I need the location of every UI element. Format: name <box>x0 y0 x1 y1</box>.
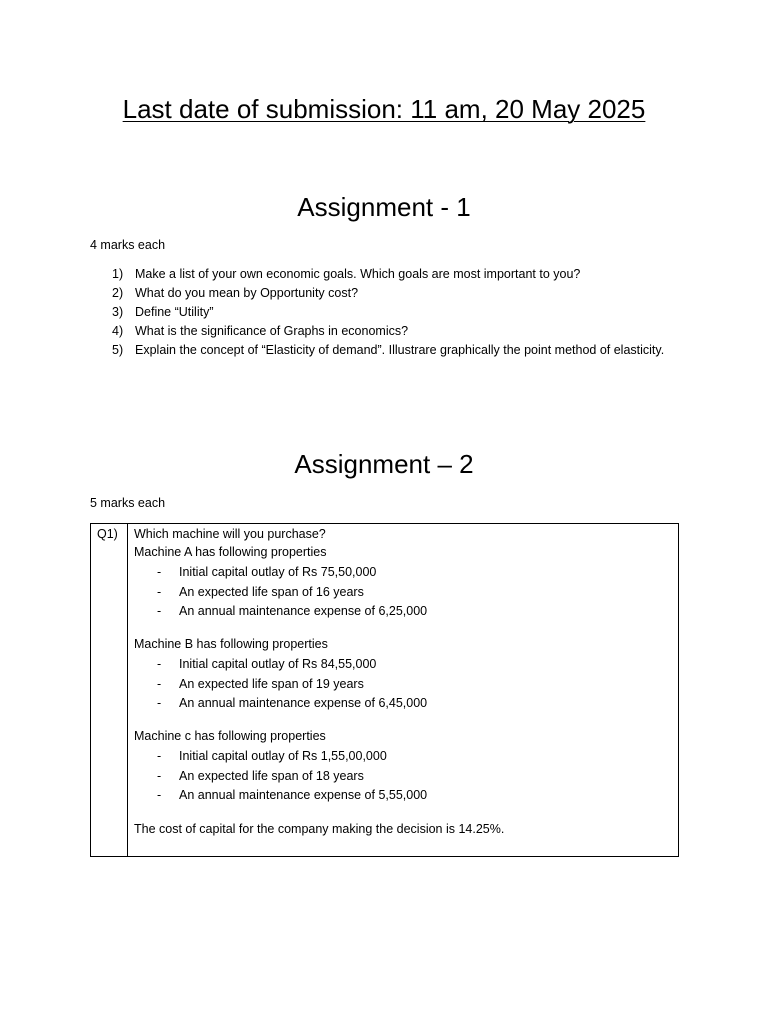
question-label: Q1) <box>97 527 118 541</box>
dash-bullet: - <box>157 768 162 783</box>
assignment-2-title: Assignment – 2 <box>294 449 474 479</box>
dash-bullet: - <box>157 657 162 671</box>
question-content <box>134 526 669 838</box>
list-item <box>134 602 669 622</box>
question-item <box>90 341 680 360</box>
assignment-1-question-list <box>90 265 680 360</box>
question-number: 5) <box>112 343 124 357</box>
question-text: What do you mean by Opportunity cost? <box>135 286 359 300</box>
cost-of-capital-note: The cost of capital for the company making the decision is 14.25%. <box>134 821 505 836</box>
list-item <box>134 767 669 787</box>
machine-c-heading: Machine c has following properties <box>134 728 326 743</box>
machine-b-heading: Machine B has following properties <box>134 636 328 651</box>
property-text: An annual maintenance expense of 5,55,000 <box>179 788 428 802</box>
list-item <box>134 563 669 583</box>
dash-bullet: - <box>157 604 162 618</box>
question-number: 1) <box>112 267 124 281</box>
question-text: What is the significance of Graphs in economics? <box>135 324 409 338</box>
property-text: Initial capital outlay of Rs 75,50,000 <box>179 565 377 579</box>
dash-bullet: - <box>157 749 162 763</box>
assignment-1-marks: 4 marks each <box>90 238 166 252</box>
question-item <box>90 265 680 284</box>
question-item <box>90 284 680 303</box>
dash-bullet: - <box>157 565 162 579</box>
list-item <box>134 583 669 603</box>
dash-bullet: - <box>157 788 162 802</box>
machine-b-properties <box>134 655 669 714</box>
table-column-divider <box>127 524 128 856</box>
machine-a-properties <box>134 563 669 622</box>
question-number: 3) <box>112 305 124 319</box>
question-number: 4) <box>112 324 124 338</box>
assignment-1-title: Assignment - 1 <box>297 192 471 222</box>
property-text: Initial capital outlay of Rs 84,55,000 <box>179 657 377 671</box>
question-item <box>90 322 680 341</box>
list-item <box>134 786 669 806</box>
property-text: An expected life span of 18 years <box>179 768 364 783</box>
property-text: An annual maintenance expense of 6,45,000 <box>179 696 428 710</box>
property-text: Initial capital outlay of Rs 1,55,00,000 <box>179 749 387 763</box>
dash-bullet: - <box>157 676 162 691</box>
assignment-2-marks: 5 marks each <box>90 496 166 510</box>
question-number: 2) <box>112 286 124 300</box>
question-text: Make a list of your own economic goals. Which goals are most important to you? <box>135 267 581 281</box>
list-item <box>134 655 669 675</box>
list-item <box>134 675 669 695</box>
dash-bullet: - <box>157 696 162 710</box>
machine-a-heading: Machine A has following properties <box>134 544 327 559</box>
list-item <box>134 694 669 714</box>
question-text: Explain the concept of “Elasticity of demand”. Illustrare graphically the point method of elasticity. <box>135 343 665 357</box>
property-text: An expected life span of 19 years <box>179 676 364 691</box>
question-table <box>90 523 679 857</box>
machine-c-properties <box>134 747 669 806</box>
list-item <box>134 747 669 767</box>
submission-deadline: Last date of submission: 11 am, 20 May 2025 <box>122 94 646 124</box>
question-text: Define “Utility” <box>135 305 214 319</box>
question-item <box>90 303 680 322</box>
property-text: An annual maintenance expense of 6,25,000 <box>179 604 428 618</box>
question-prompt: Which machine will you purchase? <box>134 527 326 541</box>
dash-bullet: - <box>157 584 162 599</box>
property-text: An expected life span of 16 years <box>179 584 364 599</box>
